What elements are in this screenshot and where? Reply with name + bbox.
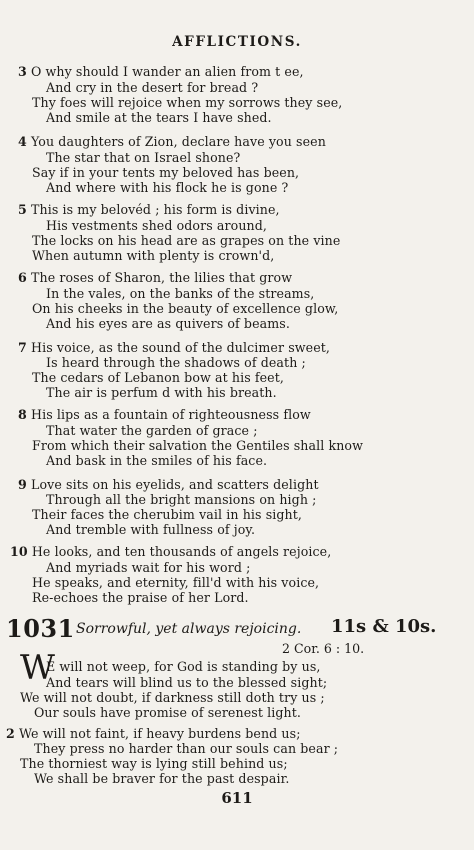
stanza-line: And smile at the tears I have shed. [46, 110, 272, 125]
stanza-number: 5 [18, 202, 27, 217]
stanza-line: We shall be braver for the past despair. [34, 771, 290, 786]
drop-cap: W [20, 648, 55, 688]
stanza-line: Is heard through the shadows of death ; [46, 355, 306, 370]
stanza-number: 7 [18, 340, 27, 355]
stanza-line: In the vales, on the banks of the streams, [46, 286, 315, 301]
page-number: 611 [221, 789, 253, 807]
stanza-line [18, 477, 319, 493]
stanza-line: We will not doubt, if darkness still doth try us ; [20, 690, 325, 705]
stanza-line [10, 544, 331, 560]
stanza-line: On his cheeks in the beauty of excellence glow, [32, 301, 339, 316]
line-text: This is my belovéd ; his form is divine, [30, 202, 280, 217]
stanza-line: From which their salvation the Gentiles shall know [32, 438, 363, 453]
stanza-line: And where with his flock he is gone ? [46, 180, 289, 195]
stanza-line: Say if in your tents my beloved has been, [32, 165, 300, 180]
stanza-line: The air is perfum d with his breath. [46, 385, 277, 400]
stanza-line [6, 726, 301, 742]
stanza-line: Re-echoes the praise of her Lord. [32, 590, 249, 605]
line-text: His lips as a fountain of righteousness flow [30, 407, 311, 422]
stanza-line: The cedars of Lebanon bow at his feet, [32, 370, 285, 385]
stanza-line: Thy foes will rejoice when my sorrows they see, [32, 95, 343, 110]
stanza-line: And tears will blind us to the blessed sight; [46, 675, 328, 690]
line-text: Love sits on his eyelids, and scatters delight [30, 477, 319, 492]
stanza-number: 10 [10, 544, 28, 559]
stanza-number: 6 [18, 270, 27, 285]
scripture-reference: 2 Cor. 6 : 10. [282, 641, 365, 656]
stanza-line [18, 64, 304, 80]
stanza-line: The star that on Israel shone? [46, 150, 241, 165]
stanza-number: 4 [18, 134, 27, 149]
stanza-line: He speaks, and eternity, fill'd with his voice, [32, 575, 320, 590]
line-text: He looks, and ten thousands of angels rejoice, [31, 544, 332, 559]
stanza-line: E will not weep, for God is standing by us, [46, 659, 321, 674]
stanza-line: The locks on his head are as grapes on the vine [32, 233, 341, 248]
stanza-line: That water the garden of grace ; [46, 423, 258, 438]
stanza-line [18, 202, 280, 218]
line-text: His voice, as the sound of the dulcimer sweet, [30, 340, 331, 355]
stanza-line: And cry in the desert for bread ? [46, 80, 259, 95]
stanza-line: Our souls have promise of serenest light. [34, 705, 301, 720]
stanza-line: And his eyes are as quivers of beams. [46, 316, 290, 331]
line-text: O why should I wander an alien from t ee, [30, 64, 304, 79]
hymn-meter: 11s & 10s. [331, 616, 437, 637]
line-text: You daughters of Zion, declare have you seen [30, 134, 326, 149]
page-heading: AFFLICTIONS. [172, 34, 302, 50]
stanza-line [18, 340, 330, 356]
stanza-number: 2 [6, 726, 15, 741]
stanza-line: Through all the bright mansions on high ; [46, 492, 317, 507]
line-text: The roses of Sharon, the lilies that grow [30, 270, 293, 285]
line-text: We will not faint, if heavy burdens bend us; [18, 726, 301, 741]
stanza-line: His vestments shed odors around, [46, 218, 268, 233]
stanza-number: 3 [18, 64, 27, 79]
stanza-line: The thorniest way is lying still behind us; [20, 756, 288, 771]
hymn-title: Sorrowful, yet always rejoicing. [76, 621, 302, 637]
stanza-number: 9 [18, 477, 27, 492]
stanza-line [18, 270, 292, 286]
stanza-line [18, 407, 311, 423]
hymn-number: 1031 [6, 614, 75, 643]
stanza-line [18, 134, 326, 150]
stanza-line: And tremble with fullness of joy. [46, 522, 256, 537]
stanza-line: And myriads wait for his word ; [46, 560, 251, 575]
stanza-line: They press no harder than our souls can bear ; [34, 741, 339, 756]
stanza-line: Their faces the cherubim vail in his sight, [32, 507, 303, 522]
stanza-line: And bask in the smiles of his face. [46, 453, 268, 468]
stanza-line: When autumn with plenty is crown'd, [32, 248, 275, 263]
stanza-number: 8 [18, 407, 27, 422]
